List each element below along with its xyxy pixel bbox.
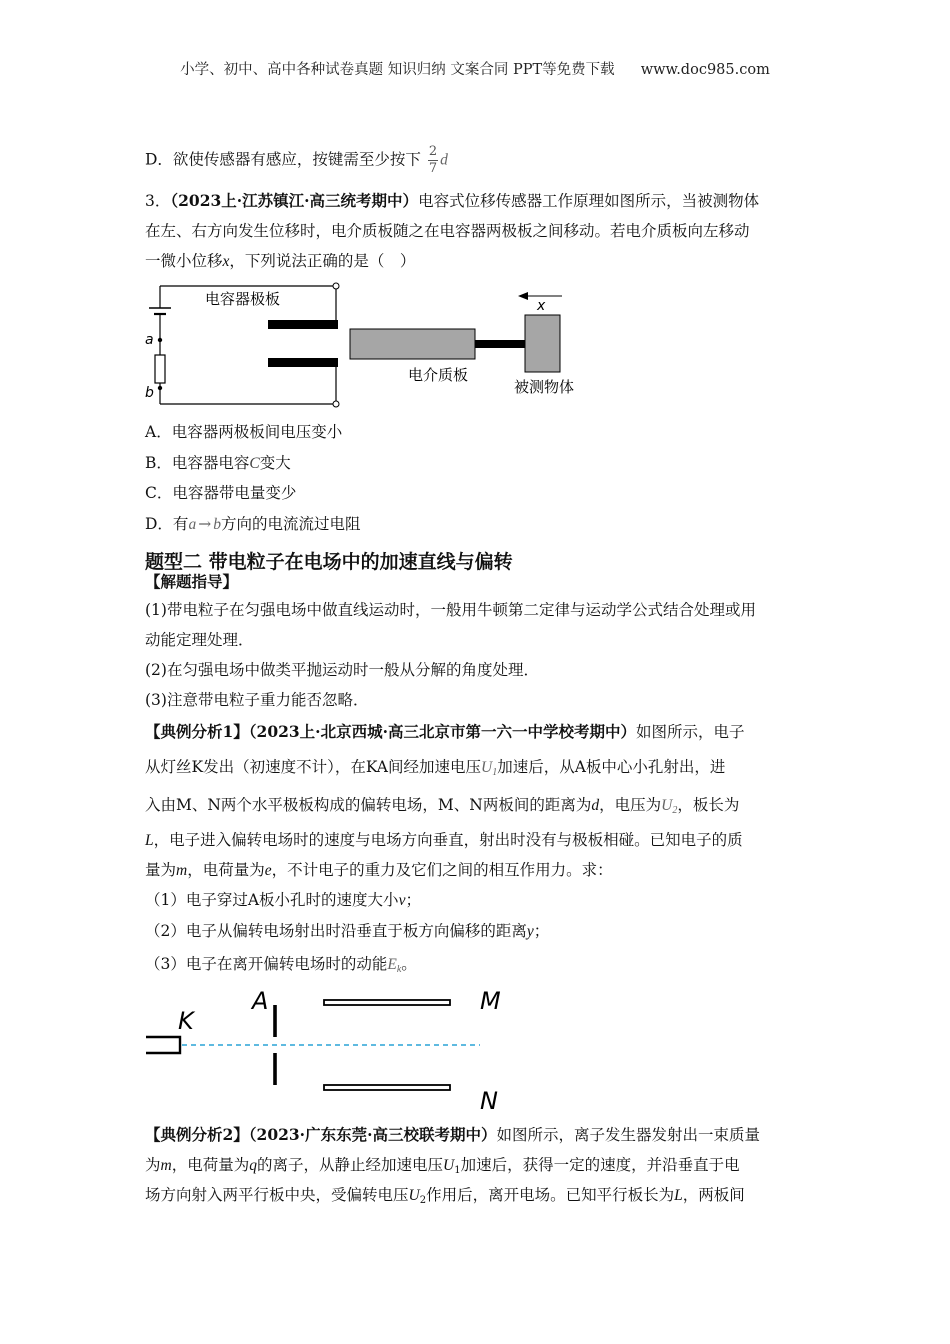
- label-x: x: [537, 298, 546, 314]
- label-dielectric: 电介质板: [408, 366, 469, 384]
- var-c: C: [249, 455, 260, 472]
- ex2-var-u1: U: [443, 1157, 455, 1174]
- ex1-stem-3c: ，板长为: [677, 796, 740, 814]
- var-l: L: [145, 832, 154, 849]
- ex1-subq3-text: （3）电子在离开偏转电场时的动能: [145, 955, 388, 973]
- var-d2: d: [591, 797, 600, 814]
- q3-option-c: C．电容器带电量变少: [145, 484, 297, 502]
- q3-option-d-text-b: 方向的电流流过电阻: [220, 515, 361, 533]
- ex1-subq3-end: 。: [401, 955, 417, 973]
- ex1-stem-5b: ，电荷量为: [187, 861, 265, 879]
- ex1-line3: [145, 794, 739, 822]
- fraction-numerator: 2: [428, 144, 438, 159]
- label-k: K: [178, 1007, 194, 1035]
- ex2-var-m: m: [160, 1157, 172, 1174]
- ex1-line4: [145, 829, 743, 852]
- var-b: b: [213, 516, 221, 533]
- var-x: x: [222, 253, 230, 270]
- label-capacitor-plate: 电容器极板: [205, 290, 281, 308]
- label-n: N: [480, 1087, 498, 1115]
- resistor: [155, 355, 165, 383]
- ex1-subq1-text: （1）电子穿过A板小孔时的速度大小: [145, 891, 399, 909]
- q3-line2: 在左、右方向发生位移时，电介质板随之在电容器两极板之间移动。若电介质板向左移动: [145, 222, 750, 240]
- q3-line3: [145, 250, 415, 273]
- ex2-stem-2c: 的离子，从静止经加速电压: [256, 1156, 443, 1174]
- ex1-stem-5a: 量为: [145, 861, 177, 879]
- capacitor-sensor-diagram: [140, 280, 600, 410]
- ex2-var-l: L: [674, 1187, 683, 1204]
- var-u1-sub: 1: [492, 767, 498, 778]
- ex1-stem-4: ，电子进入偏转电场时的速度与电场方向垂直，射出时没有与极板相碰。已知电子的质: [153, 831, 743, 849]
- capacitor-plate-top: [268, 320, 338, 329]
- ex1-subq1: [145, 889, 421, 912]
- var-d: d: [440, 151, 448, 169]
- node-b: [158, 386, 162, 390]
- var-u2: U: [661, 797, 673, 814]
- prev-option-d-text: D．欲使传感器有感应，按键需至少按下: [145, 150, 421, 169]
- q3-stem-3a: 一微小位移: [145, 252, 223, 270]
- plate-n: [324, 1085, 450, 1090]
- ex1-stem-2a: 从灯丝K发出（初速度不计），在KA间经加速电压: [145, 758, 481, 776]
- label-a: a: [145, 332, 154, 348]
- ex2-stem-2b: ，电荷量为: [171, 1156, 250, 1174]
- q3-stem-1: 电容式位移传感器工作原理如图所示，当被测物体: [418, 192, 760, 210]
- ex1-stem-3a: 入由M、N两个水平极板构成的偏转电场，M、N两板间的距离为: [145, 796, 592, 814]
- q3-option-b-text-b: 变大: [259, 454, 291, 472]
- ex1-line5: [145, 859, 613, 882]
- guide-title: 【解题指导】: [145, 572, 239, 591]
- section-heading: 题型二 带电粒子在电场中的加速直线与偏转: [145, 551, 513, 573]
- ex2-line3: [145, 1184, 745, 1212]
- label-b: b: [145, 385, 154, 401]
- ex1-source: （2023上·北京西城·高三北京市第一六一中学校考期中）: [248, 722, 636, 741]
- prev-option-d: [145, 144, 448, 177]
- ex1-tag: 【典例分析1】: [145, 722, 249, 741]
- ex1-line2: [145, 756, 725, 784]
- var-u1: U: [480, 759, 493, 776]
- var-v: v: [398, 892, 406, 909]
- var-m: m: [176, 862, 188, 879]
- fraction-denominator: 7: [428, 161, 438, 176]
- guide-1b: 动能定理处理．: [145, 631, 254, 649]
- displacement-arrow-head: [518, 292, 528, 300]
- ex2-source: （2023·广东东莞·高三校联考期中）: [248, 1125, 497, 1144]
- filament-k: [146, 1037, 180, 1053]
- var-u2-sub: 2: [672, 805, 678, 816]
- fraction-2-7: [428, 144, 438, 177]
- ex1-line1: [145, 721, 745, 743]
- ex1-stem-1: 如图所示，电子: [635, 723, 745, 741]
- label-measured-object: 被测物体: [514, 378, 575, 396]
- ex1-subq2: [145, 920, 549, 943]
- ex1-subq2-text: （2）电子从偏转电场射出时沿垂直于板方向偏移的距离: [145, 922, 527, 940]
- ex2-var-q: q: [249, 1157, 257, 1174]
- ex2-var-u1-sub: 1: [454, 1165, 461, 1176]
- ex2-stem-3b: 作用后，离开电场。已知平行板长为: [426, 1186, 675, 1204]
- guide-2: (2)在匀强电场中做类平抛运动时一般从分解的角度处理．: [145, 661, 539, 679]
- q3-stem-3b: ，下列说法正确的是（ ）: [229, 252, 416, 270]
- ex1-stem-5c: ，不计电子的重力及它们之间的相互作用力。求：: [271, 861, 613, 879]
- terminal-bottom: [333, 401, 339, 407]
- label-a-plate: A: [252, 987, 269, 1015]
- ex2-var-u2: U: [408, 1187, 420, 1204]
- ex1-subq1-end: ；: [405, 891, 421, 909]
- ex2-stem-2d: 加速后，获得一定的速度，并沿垂直于电: [460, 1156, 740, 1174]
- measured-object: [525, 315, 560, 372]
- terminal-top: [333, 283, 339, 289]
- page-header: [0, 58, 950, 79]
- q3-option-b-text-a: B．电容器电容: [145, 454, 250, 472]
- dielectric-slab: [350, 329, 475, 359]
- ex1-subq2-end: ；: [533, 922, 550, 940]
- q3-option-b: [145, 452, 291, 475]
- ex2-line2: [145, 1154, 740, 1182]
- ex2-line1: [145, 1124, 760, 1146]
- arrow-symbol: →: [198, 515, 212, 533]
- ex2-tag: 【典例分析2】: [145, 1125, 249, 1144]
- guide-1a: (1)带电粒子在匀强电场中做直线运动时，一般用牛顿第二定律与运动学公式结合处理或用: [145, 601, 756, 619]
- electron-deflection-diagram: [140, 985, 520, 1115]
- q3-option-a: A．电容器两极板间电压变小: [145, 423, 343, 441]
- q3-option-d-text-a: D．有: [145, 515, 189, 533]
- ex1-stem-2b: 加速后，从A板中心小孔射出，进: [497, 758, 726, 776]
- ex2-var-u2-sub: 2: [419, 1195, 427, 1206]
- var-e: e: [264, 862, 272, 879]
- var-a: a: [188, 516, 197, 533]
- q3-option-d: [145, 513, 360, 536]
- q3-number: 3．: [145, 192, 171, 210]
- ex2-stem-3c: ，两板间: [682, 1186, 745, 1204]
- ex2-stem-1: 如图所示，离子发生器发射出一束质量: [496, 1126, 760, 1144]
- q3-source: （2023上·江苏镇江·高三统考期中）: [170, 191, 419, 210]
- node-a: [158, 338, 162, 342]
- header-url: www.doc985.com: [640, 62, 770, 78]
- var-y: y: [526, 923, 534, 940]
- connecting-rod: [475, 340, 525, 348]
- ex2-stem-2a: 为: [145, 1156, 161, 1174]
- plate-m: [324, 1000, 450, 1005]
- var-e-k: E: [387, 956, 397, 973]
- ex2-stem-3a: 场方向射入两平行板中央，受偏转电压: [145, 1186, 409, 1204]
- label-m: M: [480, 987, 501, 1015]
- guide-3: (3)注意带电粒子重力能否忽略．: [145, 691, 369, 709]
- var-e-k-sub: k: [396, 964, 402, 975]
- ex1-stem-3b: ，电压为: [599, 796, 662, 814]
- ex1-subq3: [145, 953, 417, 981]
- capacitor-plate-bottom: [268, 358, 338, 367]
- header-left-text: 小学、初中、高中各种试卷真题 知识归纳 文案合同 PPT等免费下载: [180, 62, 615, 78]
- q3-line1: [145, 190, 759, 212]
